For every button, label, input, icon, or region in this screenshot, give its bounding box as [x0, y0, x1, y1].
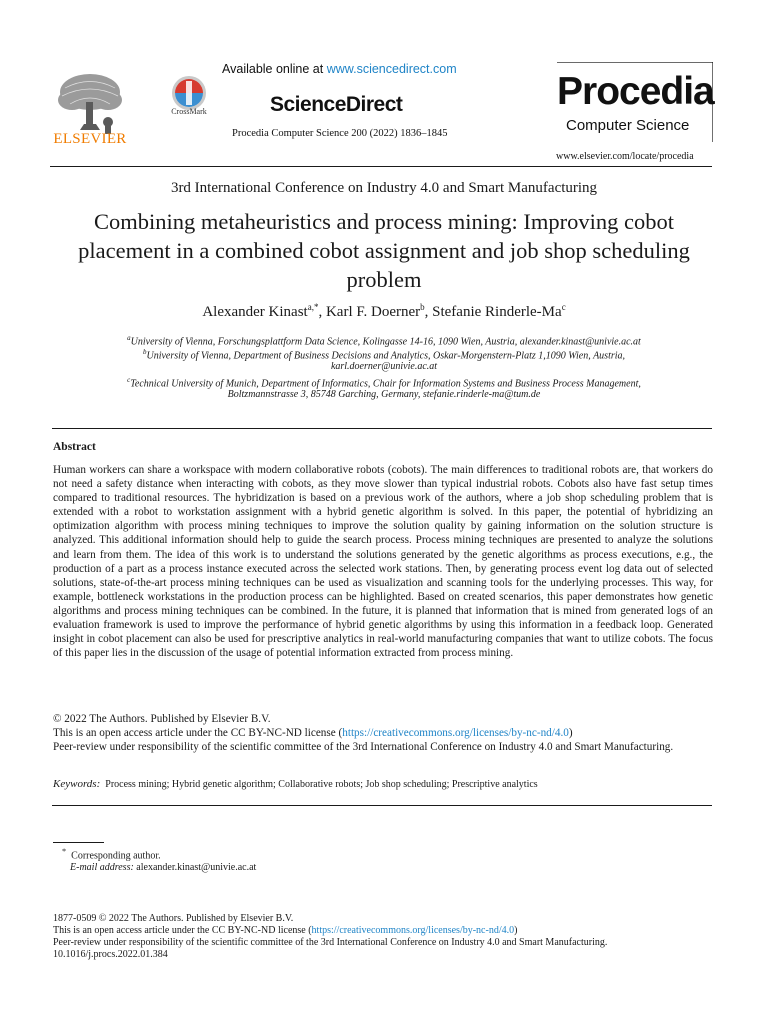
conference-name: 3rd International Conference on Industry 4.0 and Smart Manufacturing: [170, 180, 598, 196]
procedia-box-border: [557, 62, 713, 142]
paper-title: [40, 207, 728, 294]
abstract-body: Human workers can share a workspace with modern collaborative robots (cobots). The main differences to traditional robots are, that workers do not need a safety distance when interacting with cobots, as they move slower than typical industrial robots. Cobots also have fast setup times compared to traditional resources. The hybridization is based on a previous work of the authors, where a job shop scheduling problem that is extended with a robot to workstation assignment with a hybrid genetic algorithm is solved. In this paper, the potential of hybridizing an optimization algorithm with process mining techniques to improve the solution quality by gaining information on the solution structure is analyzed. This additional information should help to guide the search process. Process mining techniques are presented to analyze the solutions and learn from them. The idea of this work is to understand the solutions generated by the genetic algorithms as process executions, e.g., the production of a part as a process instance executed across the selected work stations. Then, by generating process event log data out of selected solutions, state-of-the-art process mining techniques can be used as visualization and scanning tools for the underlying processes. This way, for example, bottleneck workstations in the production process can be highlighted. Based on created scenarios, this paper demonstrates how genetic algorithms and process mining techniques can be combined. In the future, it is planned that information that is mined from generated logs of an evaluation framework is used to improve the performance of hybrid genetic algorithms by using this information in a feedback loop. Generated insight in cobot placement can also be used for prescriptive analytics in real-world manufacturing companies that want to utilize cobots. The focus of this paper lies in the discussion of the usage of potential information extracted from process mining.: [53, 464, 713, 660]
keywords-text: Process mining; Hybrid genetic algorithm; Collaborative robots; Job shop scheduling; Prescriptive analytics: [105, 779, 538, 790]
affiliation-mark: b: [142, 348, 147, 356]
footer-license-suffix: ): [514, 925, 518, 936]
corresponding-author-note: [62, 847, 161, 861]
license-prefix: This is an open access article under the CC BY-NC-ND license (: [53, 727, 343, 739]
license-suffix: ): [568, 727, 573, 739]
footer-license-prefix: This is an open access article under the CC BY-NC-ND license (: [53, 925, 312, 936]
license-link[interactable]: https://creativecommons.org/licenses/by-nc-nd/4.0: [342, 727, 569, 739]
author-separator: ,: [318, 304, 326, 320]
abstract-top-rule: [52, 428, 712, 429]
author-name: Alexander Kinast: [202, 304, 308, 320]
email-note: [70, 862, 256, 873]
email-address[interactable]: alexander.kinast@univie.ac.at: [136, 862, 257, 873]
author-affiliation-mark: b: [420, 302, 425, 312]
crossmark-label: CrossMark: [171, 107, 207, 116]
elsevier-wordmark: ELSEVIER: [53, 131, 127, 147]
author-name: Karl F. Doerner: [325, 304, 421, 320]
footnote-rule: [53, 842, 104, 843]
affiliation-text: University of Vienna, Forschungsplattform Data Science, Kolingasse 14-16, 1090 Wien, Austria, alexander.kinast@univie.ac.at: [130, 336, 641, 348]
affiliation-text: University of Vienna, Department of Business Decisions and Analytics, Oskar-Morgenstern-Platz 1,1090 Wien, Austria,: [146, 350, 626, 362]
footer-issn-line: 1877-0509 © 2022 The Authors. Published by Elsevier B.V.: [53, 913, 294, 924]
author-separator: ,: [424, 304, 433, 320]
title-line: placement in a combined cobot assignment and job shop scheduling: [78, 238, 690, 263]
procedia-url[interactable]: www.elsevier.com/locate/procedia: [556, 151, 694, 162]
available-prefix: Available online at: [222, 62, 327, 76]
affiliation-mark: a: [127, 334, 131, 342]
title-line: Combining metaheuristics and process mining: Improving cobot: [94, 209, 674, 234]
footer-license-line: [53, 925, 723, 937]
footnote-marker: *: [62, 847, 67, 856]
affiliation-c-address: Boltzmannstrasse 3, 85748 Garching, Germany, stefanie.rinderle-ma@tum.de: [227, 389, 541, 400]
keywords-line: [53, 778, 538, 790]
journal-citation: Procedia Computer Science 200 (2022) 1836–1845: [232, 128, 448, 139]
footer-peer-review-line: Peer-review under responsibility of the scientific committee of the 3rd International Conference on Industry 4.0 and Smart Manufacturing.: [53, 937, 608, 948]
author-list: [40, 302, 728, 321]
sciencedirect-link[interactable]: www.sciencedirect.com: [326, 62, 457, 76]
license-line: [53, 726, 715, 740]
available-online-line: [222, 62, 457, 76]
author-name: Stefanie Rinderle-Ma: [432, 304, 562, 320]
affiliation-mark: c: [127, 376, 131, 384]
footer-license-link[interactable]: https://creativecommons.org/licenses/by-nc-nd/4.0: [311, 925, 515, 936]
title-line: problem: [346, 267, 422, 292]
affiliation-text: Technical University of Munich, Department of Informatics, Chair for Information Systems and Business Process Management,: [130, 378, 641, 390]
affiliation-b-email: karl.doerner@univie.ac.at: [330, 361, 438, 372]
corresponding-label: Corresponding author.: [71, 850, 161, 862]
author-affiliation-mark: a,*: [307, 302, 319, 312]
procedia-subtitle: Computer Science: [566, 117, 690, 134]
sciencedirect-logo: ScienceDirect: [270, 93, 403, 116]
footer-doi[interactable]: 10.1016/j.procs.2022.01.384: [53, 949, 168, 960]
peer-review-line: Peer-review under responsibility of the scientific committee of the 3rd International Conference on Industry 4.0 and Smart Manufacturing.: [53, 741, 674, 753]
keywords-label: Keywords:: [53, 778, 101, 790]
header-divider: [50, 166, 712, 167]
author-affiliation-mark: c: [561, 302, 566, 312]
email-label: E-mail address:: [70, 862, 134, 873]
copyright-line: © 2022 The Authors. Published by Elsevier B.V.: [53, 713, 271, 725]
abstract-bottom-rule: [52, 805, 712, 806]
abstract-heading: Abstract: [53, 441, 96, 453]
procedia-title: Procedia: [557, 70, 714, 113]
